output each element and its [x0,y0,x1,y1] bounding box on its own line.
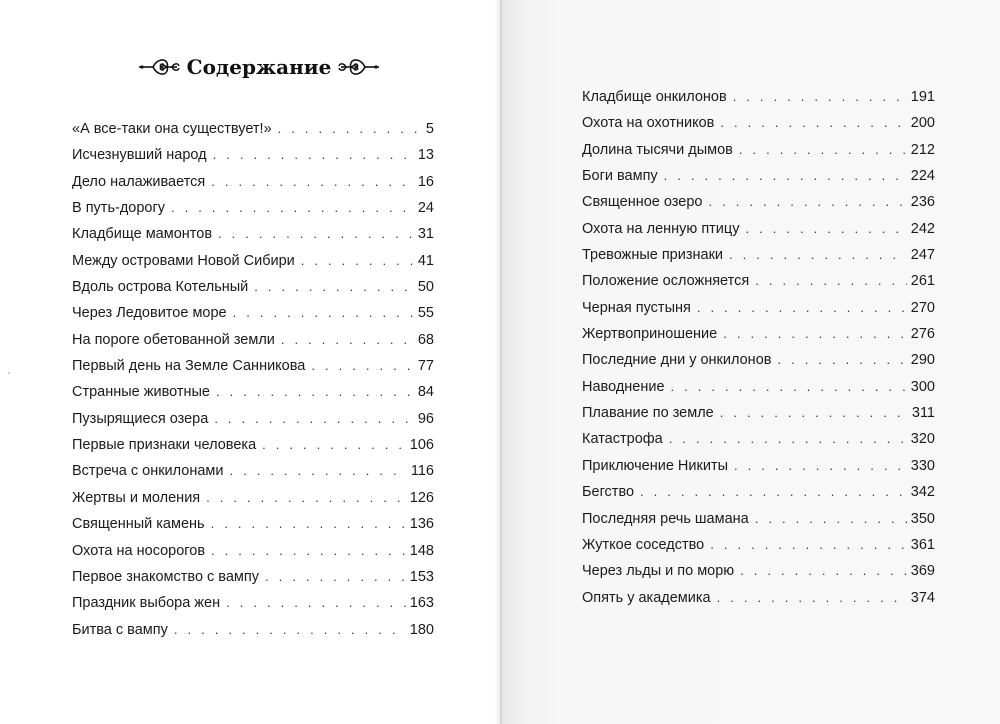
dot-leader [729,242,907,268]
toc-entry [582,585,935,611]
toc-entry-page-number: 55 [417,305,434,322]
ornament-flourish-left-icon [139,55,181,79]
toc-entry [72,511,434,537]
toc-entry-page-number: 163 [409,595,434,612]
toc-entry [72,274,434,300]
toc-entry-title: Черная пустыня [582,299,691,316]
toc-entry-page-number: 212 [910,141,935,158]
toc-entry [72,485,434,511]
toc-entry [72,169,434,195]
toc-entry-page-number: 191 [910,89,935,105]
toc-entry-page-number: 84 [417,384,434,401]
dot-leader [734,453,907,479]
paper-speck [8,372,10,374]
toc-entry [582,110,935,136]
dot-leader [218,221,414,247]
toc-entry-page-number: 41 [417,252,434,269]
dot-leader [755,506,907,532]
toc-entry [72,300,434,326]
dot-leader [226,590,406,616]
toc-entry-page-number: 224 [910,168,935,185]
dot-leader [708,189,906,215]
dot-leader [739,137,907,163]
dot-leader [174,617,406,643]
toc-entry [72,195,434,221]
toc-entry-title: Положение осложняется [582,273,750,290]
toc-entry-title: Боги вампу [582,168,658,185]
toc-entry-title: Плавание по земле [582,405,714,422]
toc-entry-title: Первые признаки человека [72,437,257,454]
toc-entry-page-number: 261 [910,273,935,290]
dot-leader [301,248,414,274]
toc-entry-page-number: 106 [409,437,434,454]
toc-entry-title: Пузырящиеся озера [72,410,209,427]
toc-entry [72,617,434,643]
dot-leader [265,564,406,590]
toc-entry [582,189,935,215]
dot-leader [211,538,406,564]
toc-entry [582,506,935,532]
toc-entry [582,268,935,294]
dot-leader [740,558,907,584]
toc-entry-title: Исчезнувший народ [72,147,207,164]
toc-entry-page-number: 369 [910,563,935,580]
dot-leader [733,84,907,110]
toc-entry-page-number: 148 [409,542,434,559]
dot-leader [262,432,406,458]
book-gutter [494,0,502,724]
toc-entry-title: Странные животные [72,384,210,401]
dot-leader [777,347,906,373]
toc-entry [582,479,935,505]
dot-leader [717,585,907,611]
dot-leader [311,353,414,379]
dot-leader [720,110,906,136]
toc-entry-page-number: 136 [409,516,434,533]
toc-entry-page-number: 180 [409,621,434,638]
toc-entry-page-number: 31 [417,226,434,243]
toc-entry [72,458,434,484]
toc-entry-page-number: 153 [409,568,434,585]
toc-entry-page-number: 5 [425,121,434,137]
dot-leader [671,374,907,400]
toc-entry-page-number: 116 [410,463,434,480]
toc-entry [72,564,434,590]
toc-entry-page-number: 311 [911,405,935,422]
toc-entry [582,216,935,242]
toc-entry [72,432,434,458]
toc-entry [72,221,434,247]
toc-entry-page-number: 200 [910,115,935,132]
toc-entry-page-number: 242 [910,220,935,237]
toc-entry-page-number: 276 [910,326,935,343]
toc-entry-page-number: 50 [417,279,434,296]
toc-entry-title: Последняя речь шамана [582,510,749,527]
toc-entry-title: Опять у академика [582,589,711,606]
toc-entry-title: Через Ледовитое море [72,305,227,322]
toc-entry [582,532,935,558]
toc-entry [72,327,434,353]
dot-leader [278,116,422,142]
toc-entry-page-number: 13 [417,147,434,164]
toc-entry-title: Первый день на Земле Санникова [72,358,306,375]
toc-entry-title: Священный камень [72,516,205,533]
toc-entry [72,353,434,379]
dot-leader [233,300,414,326]
toc-entry-title: Последние дни у онкилонов [582,352,772,369]
dot-leader [281,327,414,353]
dot-leader [697,295,907,321]
toc-entry-title: «А все-таки она существует!» [72,121,272,137]
dot-leader [211,511,406,537]
toc-entry-title: Охота на носорогов [72,542,206,559]
toc-entry-title: Наводнение [582,378,665,395]
toc-entry-title: Дело налаживается [72,173,206,190]
toc-entry [582,400,935,426]
toc-entry [72,142,434,168]
toc-list-right [582,84,935,611]
toc-entry-page-number: 126 [409,489,434,506]
toc-entry [582,242,935,268]
toc-entry-title: Катастрофа [582,431,663,448]
toc-entry-page-number: 16 [417,173,434,190]
dot-leader [213,142,414,168]
toc-entry-page-number: 350 [910,510,935,527]
toc-entry-title: Жертвы и моления [72,489,201,506]
toc-entry-page-number: 290 [910,352,935,369]
toc-entry [582,453,935,479]
toc-entry [582,347,935,373]
dot-leader [755,268,907,294]
toc-entry [582,295,935,321]
toc-entry-title: Битва с вампу [72,621,168,638]
toc-entry-page-number: 361 [910,536,935,553]
toc-entry-title: Кладбище онкилонов [582,89,727,105]
toc-entry [582,137,935,163]
dot-leader [206,485,406,511]
toc-entry-page-number: 374 [910,589,935,606]
toc-entry-title: Бегство [582,484,635,501]
toc-entry-title: Тревожные признаки [582,247,724,264]
toc-entry [582,374,935,400]
ornament-flourish-right-icon [337,55,379,79]
toc-entry-page-number: 24 [417,200,434,217]
dot-leader [710,532,907,558]
toc-entry [582,426,935,452]
toc-entry [582,558,935,584]
toc-entry [72,590,434,616]
toc-entry-title: Через льды и по морю [582,563,735,580]
toc-entry [582,84,935,110]
toc-entry-page-number: 300 [910,378,935,395]
toc-entry [582,163,935,189]
toc-entry-title: Праздник выбора жен [72,595,221,612]
toc-entry-title: Встреча с онкилонами [72,463,224,480]
dot-leader [171,195,414,221]
toc-entry-title: Приключение Никиты [582,457,729,474]
toc-entry [72,538,434,564]
toc-entry-title: В путь-дорогу [72,200,166,217]
toc-entry-title: Между островами Новой Сибири [72,252,295,269]
page-title: Содержание [186,55,332,79]
toc-entry-title: Жертвоприношение [582,326,718,343]
dot-leader [216,379,414,405]
toc-entry-page-number: 320 [910,431,935,448]
dot-leader [640,479,907,505]
dot-leader [723,321,907,347]
toc-entry-title: Жуткое соседство [582,536,705,553]
toc-entry-title: Священное озеро [582,194,703,211]
toc-entry [72,116,434,142]
dot-leader [720,400,908,426]
toc-entry-page-number: 68 [417,331,434,348]
toc-entry-page-number: 236 [910,194,935,211]
dot-leader [211,169,414,195]
dot-leader [214,406,414,432]
toc-entry [582,321,935,347]
toc-entry-page-number: 77 [417,358,434,375]
dot-leader [745,216,906,242]
toc-entry-page-number: 330 [910,457,935,474]
toc-list-left [72,116,434,643]
toc-entry-title: Кладбище мамонтов [72,226,213,243]
toc-entry-title: Охота на охотников [582,115,715,132]
toc-entry [72,379,434,405]
toc-entry-page-number: 247 [910,247,935,264]
toc-entry [72,406,434,432]
dot-leader [669,426,907,452]
toc-entry-page-number: 342 [910,484,935,501]
toc-entry-title: На пороге обетованной земли [72,331,275,348]
toc-entry-title: Долина тысячи дымов [582,141,733,158]
toc-entry-page-number: 270 [910,299,935,316]
dot-leader [254,274,414,300]
toc-entry-title: Первое знакомство с вампу [72,568,259,585]
toc-entry-title: Вдоль острова Котельный [72,279,249,296]
toc-entry-page-number: 96 [417,410,434,427]
dot-leader [229,458,406,484]
toc-entry-title: Охота на ленную птицу [582,220,740,237]
contents-heading [134,50,384,84]
dot-leader [664,163,907,189]
toc-entry [72,248,434,274]
